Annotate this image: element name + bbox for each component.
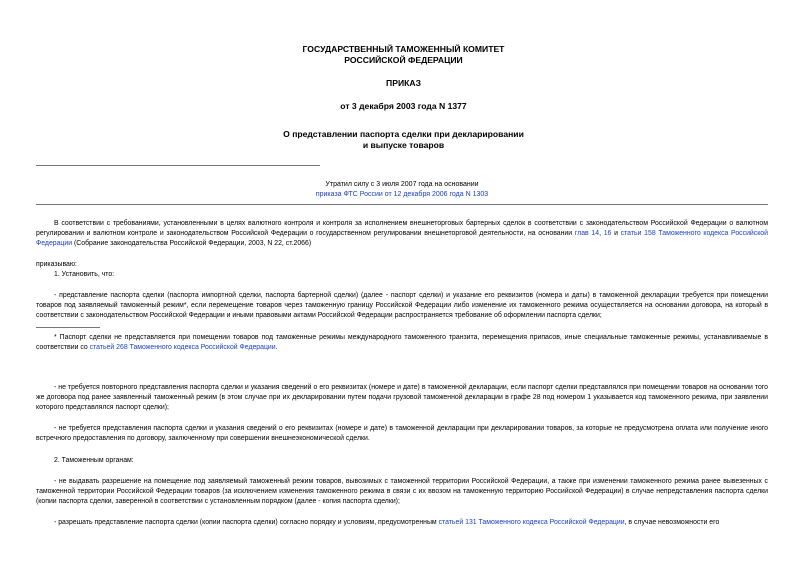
doc-type: ПРИКАЗ bbox=[386, 78, 421, 88]
link-article-131[interactable]: статьей 131 Таможенного кодекса Российской Федерации bbox=[438, 519, 625, 526]
link-article-158[interactable]: статьи 158 Таможенного кодекса Российской Федерации bbox=[36, 230, 768, 248]
org-name-line1: ГОСУДАРСТВЕННЫЙ ТАМОЖЕННЫЙ КОМИТЕТ bbox=[302, 44, 505, 54]
item-1-heading: 1. Установить, что: bbox=[54, 271, 115, 278]
doc-date: от 3 декабря 2003 года N 1377 bbox=[340, 101, 467, 111]
paragraph-5 bbox=[36, 518, 768, 528]
intro-sep-2: и bbox=[611, 230, 621, 238]
prikazyvayu: приказываю: bbox=[36, 261, 77, 268]
footnote bbox=[36, 333, 768, 353]
doc-title-line2: и выпуске товаров bbox=[362, 140, 445, 150]
separator-bottom bbox=[36, 204, 768, 205]
intro-text-1: В соответствии с требованиями, установленными в целях валютного контроля и контроля за исполнением внешнеторговых бартерных сделок в соответствии с законодательством Российской Федерации о валютном регулировании и валютном контроле и законодательством Российской Федерации о государственном регулировании внешнеторговой деятельности, на основании bbox=[36, 220, 768, 238]
para5-text-1: - разрешать представление паспорта сделки (копии паспорта сделки) согласно порядку и условиям, предусмотренным bbox=[54, 519, 439, 526]
intro-text-2: (Собрание законодательства Российской Федерации, 2003, N 22, ст.2066) bbox=[72, 240, 312, 248]
footnote-separator bbox=[36, 327, 100, 328]
footnote-end: . bbox=[275, 344, 278, 352]
org-name-line2: РОССИЙСКОЙ ФЕДЕРАЦИИ bbox=[344, 55, 463, 65]
link-chapter-14[interactable]: глав 14 bbox=[574, 230, 600, 238]
footnote-text: * Паспорт сделки не представляется при помещении товаров под таможенные режимы международного таможенного транзита, перемещения припасов, иные специальные таможенные режимы, устанавливаемые в соответствии со bbox=[36, 334, 768, 352]
repeal-link[interactable]: приказа ФТС России от 12 декабря 2006 года N 1303 bbox=[315, 191, 489, 198]
intro-sep-1: , bbox=[599, 230, 604, 238]
intro-paragraph bbox=[36, 219, 768, 250]
paragraph-1: - представление паспорта сделки (паспорта импортной сделки, паспорта бартерной сделки) (далее - паспорт сделки) и указание его реквизитов (номера и даты) в таможенной декларации требуется при помещении товаров под заявляемый таможенный режим*, если перемещение товаров через таможенную границу Российской Федерации либо изменение их таможенного режима осуществляется на основании договора, на который в соответствии с законодательством Российской Федерации и иными правовыми актами Российской Федерации распространяется требование об оформлении паспорта сделки; bbox=[36, 292, 768, 320]
paragraph-3: - не требуется представления паспорта сделки и указания сведений о его реквизитах (номере и дате) в таможенной декларации при декларировании товаров, за которые не предусмотрена оплата или получение иного встречного предоставления по договору, заключенному при совершении внешнеэкономической сделки. bbox=[36, 425, 768, 443]
item-2-heading: 2. Таможенным органам: bbox=[54, 457, 134, 464]
doc-title-line1: О представлении паспорта сделки при декларировании bbox=[283, 129, 524, 139]
repeal-text: Утратил силу с 3 июля 2007 года на основании bbox=[325, 181, 479, 188]
paragraph-4: - не выдавать разрешение на помещение под заявляемый таможенный режим товаров, вывозимых с таможенной территории Российской Федерации, а также при изменении таможенного режима ранее вывезенных с таможенной территории Российской Федерации товаров (за исключением изменения таможенного режима в связи с их ввозом на таможенную территорию Российской Федерации) в случае непредставления паспорта сделки (копии паспорта сделки, заверенной в соответствии с установленным порядком (далее - копия паспорта сделки); bbox=[36, 478, 768, 506]
separator-top bbox=[36, 165, 320, 166]
paragraph-2: - не требуется повторного представления паспорта сделки и указания сведений о его реквизитах (номере и дате) в таможенной декларации, если паспорт сделки представлялся при помещении товаров на основании того же договора под ранее заявленный таможенный режим (в этом случае при их декларировании путем подачи грузовой таможенной декларации в графе 28 под номером 1 указывается код таможенного режима, при заявлении которого представлялся паспорт сделки); bbox=[36, 384, 768, 412]
repeal-note bbox=[36, 180, 768, 200]
link-article-268[interactable]: статьей 268 Таможенного кодекса Российской Федерации bbox=[89, 344, 276, 352]
para5-text-2: , в случае невозможности его bbox=[624, 519, 720, 526]
link-chapter-16[interactable]: 16 bbox=[603, 230, 612, 238]
